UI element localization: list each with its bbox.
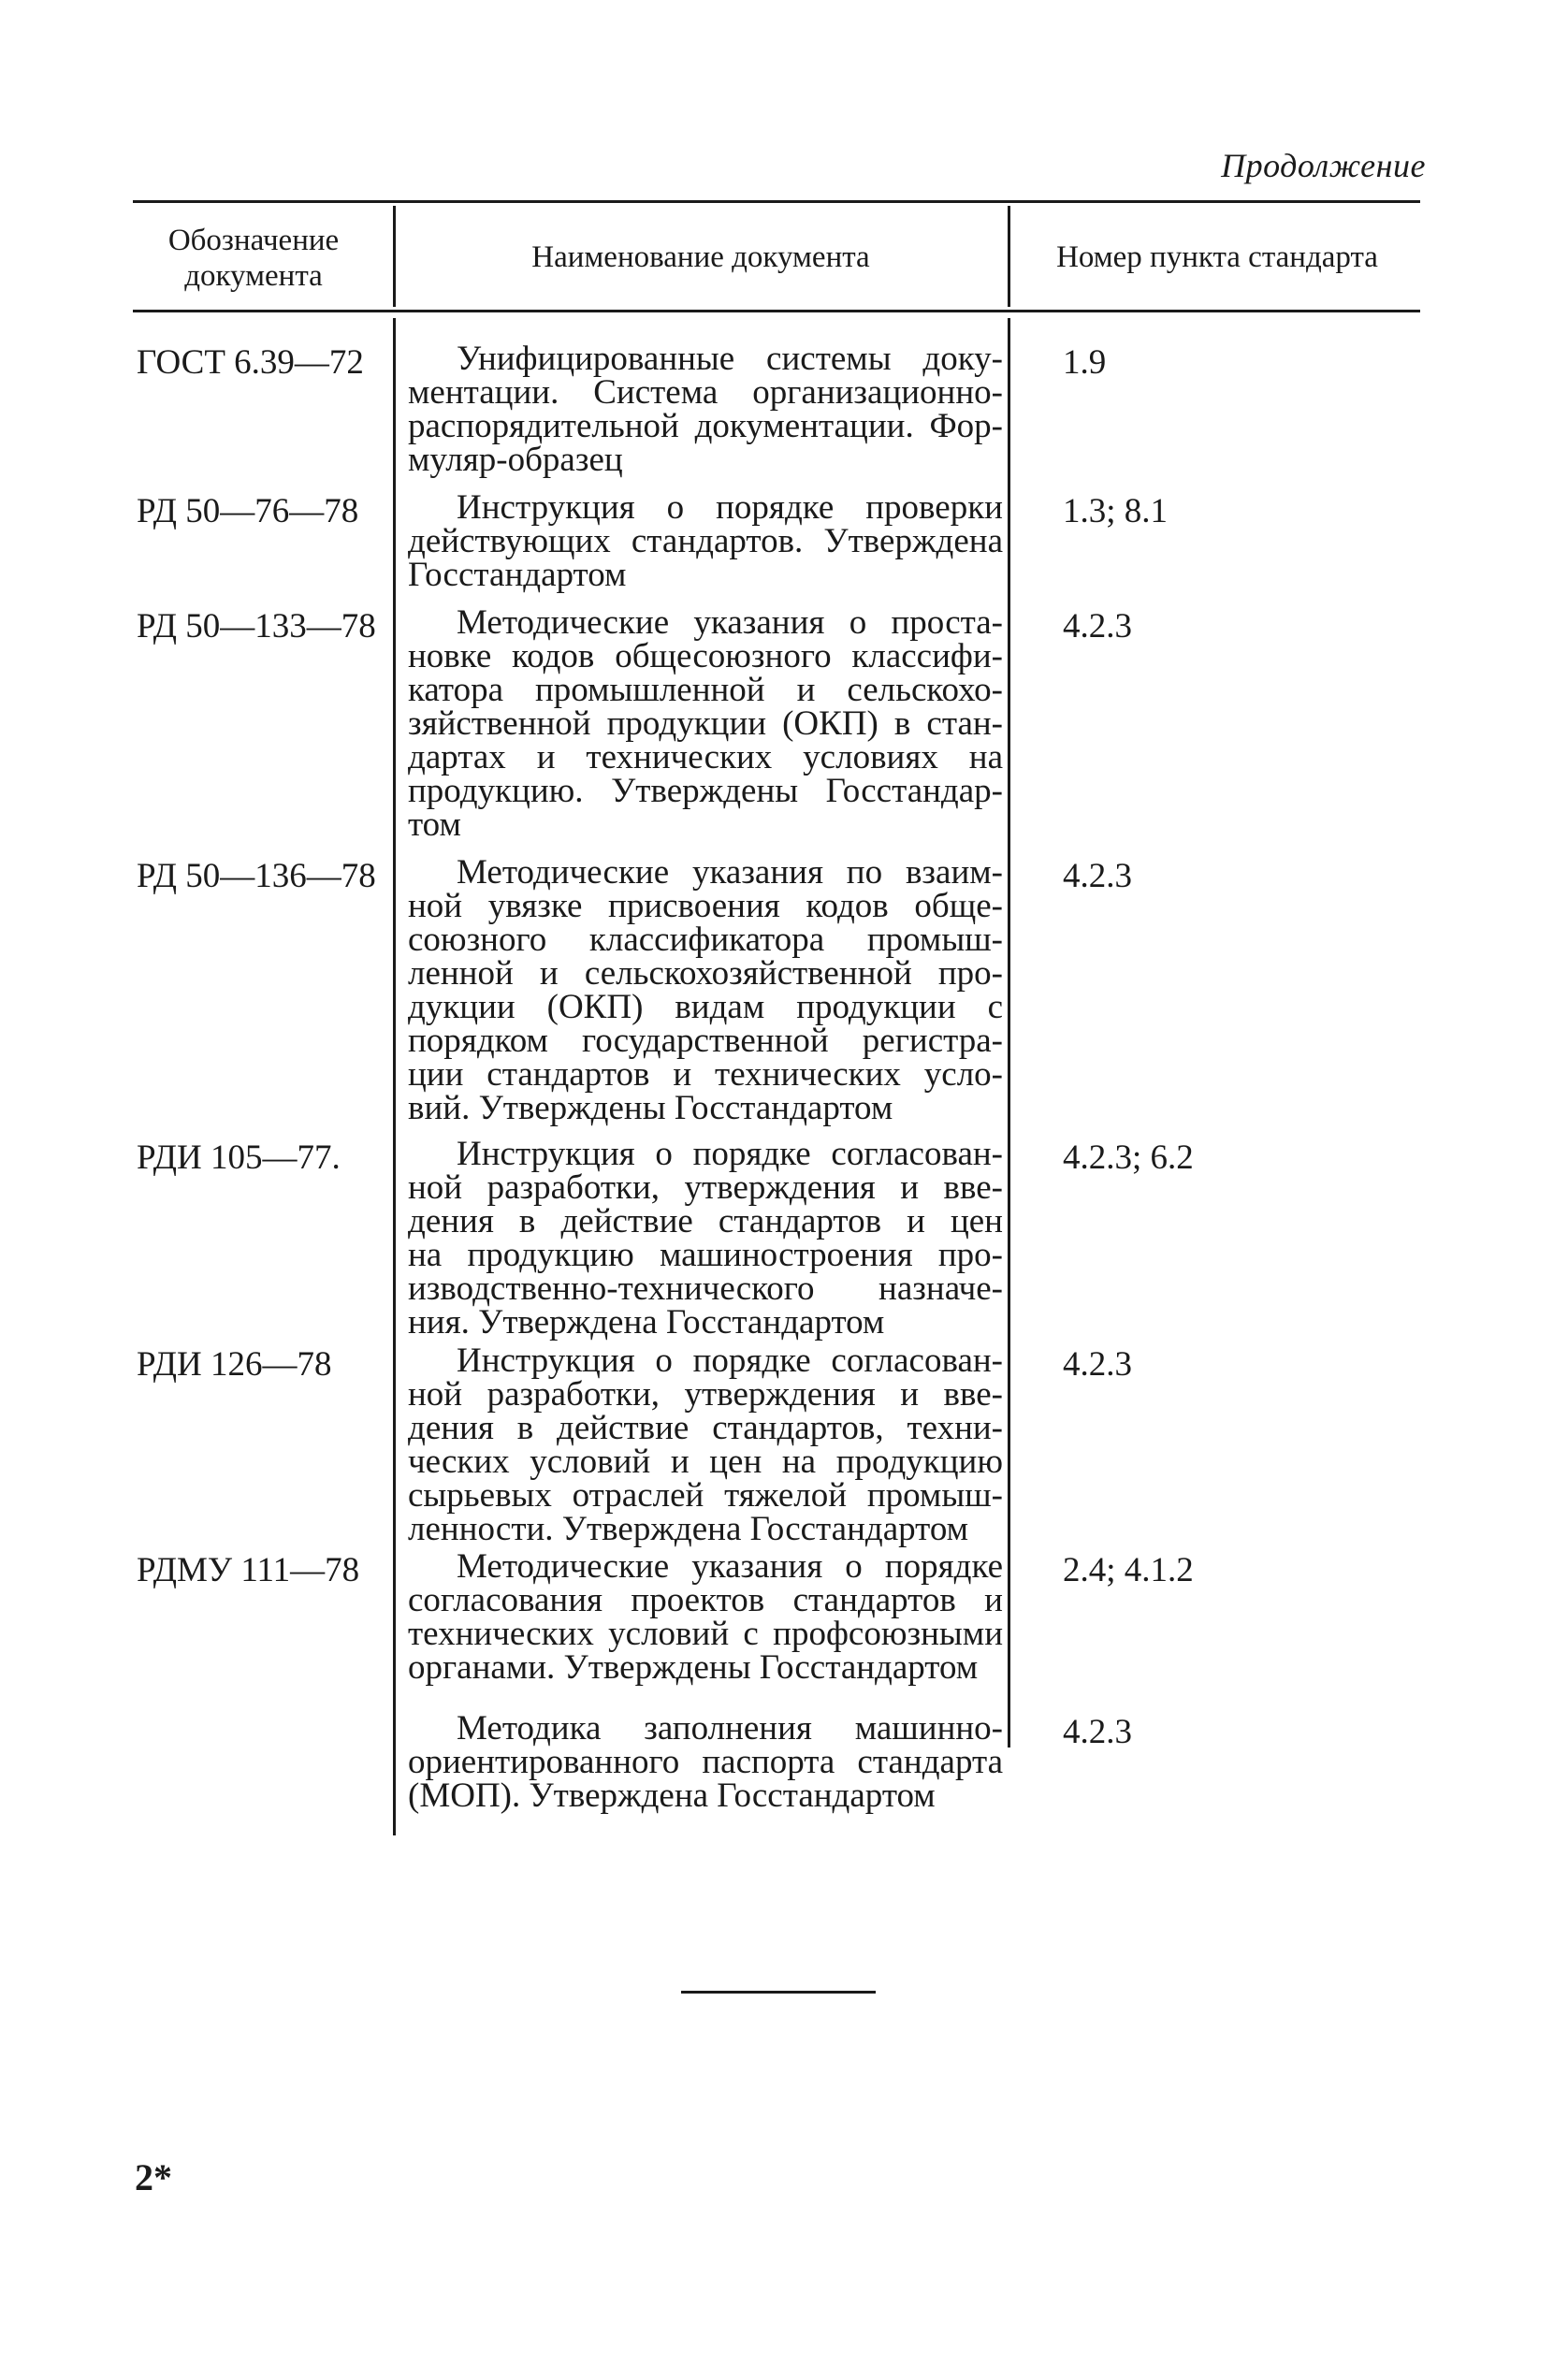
document-name-line: муляр-образец <box>408 441 623 479</box>
clause-number: 1.3; 8.1 <box>1063 492 1169 530</box>
document-name-line: Методические указания по взаим- <box>457 853 1003 892</box>
document-name <box>408 1547 1003 1687</box>
document-name-line: том <box>408 805 461 844</box>
header-clause: Номер пункта стандарта <box>1056 240 1378 274</box>
document-code: РДИ 126—78 <box>137 1345 332 1384</box>
document-name <box>408 603 1003 844</box>
document-name-line: Инструкция о порядке проверки <box>457 488 1003 527</box>
document-name <box>408 342 1003 477</box>
column-divider-left <box>393 318 396 1835</box>
table-top-rule <box>133 200 1420 203</box>
document-name-line: дения в действие стандартов, техни- <box>408 1409 1003 1447</box>
column-divider-right <box>1008 318 1010 1748</box>
document-name <box>408 1709 1003 1815</box>
document-name-line: союзного классификатора промыш- <box>408 921 1003 959</box>
document-name-line: ленной и сельскохозяйственной про- <box>408 954 1003 993</box>
document-name-line: ной разработки, утверждения и вве- <box>408 1375 1003 1414</box>
document-name-line: порядком государственной регистра- <box>408 1022 1003 1060</box>
column-divider-left-header <box>393 206 396 307</box>
document-code: ГОСТ 6.39—72 <box>137 343 364 382</box>
document-name-line: ния. Утверждена Госстандартом <box>408 1303 885 1342</box>
document-name-line: ческих условий и цен на продукцию <box>408 1443 1003 1481</box>
document-name-line: Инструкция о порядке согласован- <box>457 1342 1003 1380</box>
clause-number: 4.2.3 <box>1063 1345 1132 1384</box>
document-name-line: Методические указания о порядке <box>457 1547 1003 1586</box>
document-name-line: ции стандартов и технических усло- <box>408 1055 1003 1094</box>
document-name-line: ной увязке присвоения кодов обще- <box>408 887 1003 925</box>
document-name <box>408 1344 1003 1546</box>
document-name-line: изводственно-технического назначе- <box>408 1269 1003 1308</box>
clause-number: 1.9 <box>1063 343 1107 382</box>
header-code <box>137 223 370 294</box>
document-name-line: распорядительной документации. Фор- <box>408 407 1003 445</box>
document-name-line: технических условий с профсоюзными <box>408 1615 1003 1653</box>
clause-number: 4.2.3; 6.2 <box>1063 1138 1194 1177</box>
document-name-line: катора промышленной и сельскохо- <box>408 671 1003 709</box>
document-code: РД 50—76—78 <box>137 492 359 530</box>
document-code: РД 50—136—78 <box>137 857 376 895</box>
document-name <box>408 488 1003 594</box>
end-divider <box>681 1991 876 1994</box>
document-name-line: согласования проектов стандартов и <box>408 1581 1003 1619</box>
document-name-line: ориентированного паспорта стандарта <box>408 1743 1003 1781</box>
document-name-line: вий. Утверждены Госстандартом <box>408 1089 893 1127</box>
document-name-line: (МОП). Утверждена Госстандартом <box>408 1777 936 1815</box>
document-name-line: органами. Утверждены Госстандартом <box>408 1648 979 1687</box>
header-name: Наименование документа <box>531 240 870 274</box>
document-name-line: действующих стандартов. Утверждена <box>408 522 1003 560</box>
document-name-line: дартах и технических условиях на <box>408 738 1003 776</box>
continuation-label: Продолжение <box>1221 147 1426 184</box>
document-name-line: зяйственной продукции (ОКП) в стан- <box>408 704 1003 743</box>
document-name-line: ной разработки, утверждения и вве- <box>408 1168 1003 1207</box>
document-name-line: дукции (ОКП) видам продукции с <box>408 988 1003 1026</box>
document-name-line: на продукцию машиностроения про- <box>408 1236 1003 1274</box>
document-name-line: ленности. Утверждена Госстандартом <box>408 1510 969 1548</box>
document-name-line: ментации. Система организационно- <box>408 373 1003 412</box>
column-divider-right-header <box>1008 206 1010 307</box>
header-code-line1: Обозначение <box>167 224 340 257</box>
document-name <box>408 1135 1003 1342</box>
document-name-line: Методика заполнения машинно- <box>457 1709 1003 1748</box>
document-name-line: Инструкция о порядке согласован- <box>457 1135 1003 1173</box>
document-name-line: Методические указания о проста- <box>457 603 1003 642</box>
clause-number: 4.2.3 <box>1063 857 1132 895</box>
clause-number: 4.2.3 <box>1063 607 1132 645</box>
document-code: РД 50—133—78 <box>137 607 376 645</box>
page-number: 2* <box>135 2156 172 2198</box>
document-name <box>408 853 1003 1127</box>
document-name-line: новке кодов общесоюзного классифи- <box>408 637 1003 675</box>
document-name-line: сырьевых отраслей тяжелой промыш- <box>408 1476 1003 1515</box>
clause-number: 4.2.3 <box>1063 1713 1132 1751</box>
header-bottom-rule <box>133 310 1420 312</box>
clause-number: 2.4; 4.1.2 <box>1063 1551 1194 1589</box>
document-code: РДМУ 111—78 <box>137 1551 360 1589</box>
header-code-line2: документа <box>184 259 323 293</box>
document-code: РДИ 105—77. <box>137 1138 341 1177</box>
document-name-line: продукцию. Утверждены Госстандар- <box>408 772 1003 810</box>
document-name-line: Унифицированные системы доку- <box>457 340 1003 378</box>
document-name-line: Госстандартом <box>408 556 627 594</box>
document-name-line: дения в действие стандартов и цен <box>408 1202 1003 1240</box>
